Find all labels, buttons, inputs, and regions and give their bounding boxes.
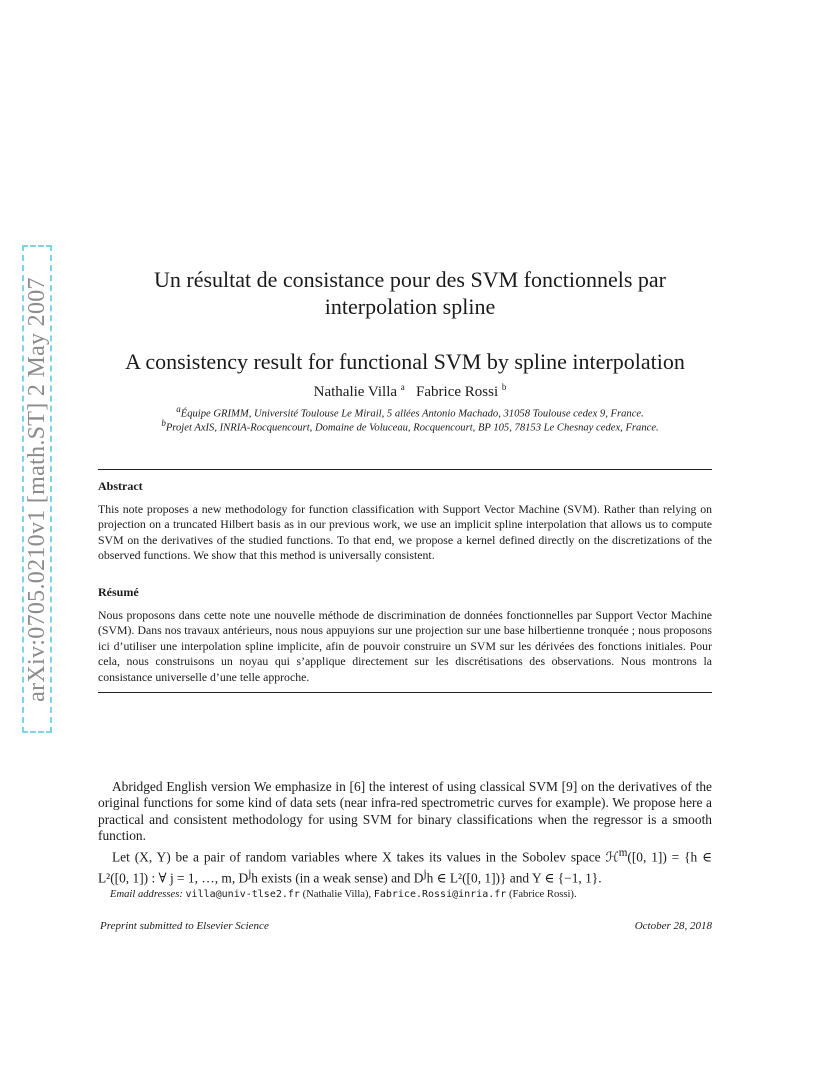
arxiv-stamp-text: arXiv:0705.0210v1 [math.ST] 2 May 2007	[23, 276, 50, 702]
title-french-line1: Un résultat de consistance pour des SVM fonctionnels par	[154, 267, 666, 292]
title-french	[110, 266, 710, 320]
body-paragraph-2-part-b: ([0, 1]) = {h ∈ L²([0, 1]) : ∀ j = 1, …, m, D	[98, 849, 712, 886]
derivative-order-sup-2: j	[423, 867, 427, 880]
page-date: October 28, 2018	[634, 920, 712, 932]
email-villa[interactable]: villa@univ-tlse2.fr	[185, 889, 300, 900]
author-rossi: Fabrice Rossi	[416, 384, 499, 400]
email-footnote	[110, 889, 577, 900]
derivative-order-sup-1: j	[248, 867, 252, 880]
email-label: Email addresses:	[110, 889, 183, 900]
resume-text: Nous proposons dans cette note une nouvelle méthode de discrimination de données fonctionnelles par Support Vector Machine (SVM). Dans nos travaux antérieurs, nous nous appuyions sur une projection sur une base hilbertienne tronquée ; nous proposons ici d’utiliser une interpolation spline implicite, afin de pouvoir construire un SVM sur les dérivées des fonctions initiales. Pour cela, nous construisons un noyau qui s’applique directement sur les discrétisations des observations. Nous montrons la consistance universelle d’une telle approche.	[98, 608, 712, 684]
abstract-text: This note proposes a new methodology for function classification with Support Vector Machine (SVM). Rather than relying on projection on a truncated Hilbert basis as in our previous work, we use an implicit spline interpolation that allows us to compute SVM on the derivatives of the studied functions. To that end, we propose a kernel defined directly on the discretizations of the observed functions. We show that this method is universally consistent.	[98, 502, 712, 563]
affiliation-b-mark: b	[161, 418, 166, 428]
preprint-note: Preprint submitted to Elsevier Science	[100, 920, 269, 932]
author-rossi-mark: b	[501, 382, 507, 392]
body-paragraph-2-part-d: h ∈ L²([0, 1])} and Y ∈ {−1, 1}.	[426, 870, 602, 886]
affiliation-b-text: Projet AxIS, INRIA-Rocquencourt, Domaine de Voluceau, Rocquencourt, BP 105, 78153 Le Chesnay cedex, France.	[165, 422, 659, 434]
author-list	[100, 382, 720, 401]
email-rossi[interactable]: Fabrice.Rossi@inria.fr	[373, 889, 507, 900]
resume-heading: Résumé	[98, 585, 139, 599]
sobolev-order-sup: m	[618, 847, 628, 859]
author-villa-mark: a	[400, 382, 405, 392]
affiliation-a-text: Équipe GRIMM, Université Toulouse Le Mirail, 5 allées Antonio Machado, 31058 Toulouse cedex 9, France.	[180, 408, 644, 420]
affiliation-b	[90, 418, 730, 434]
body-paragraph-2-part-c: h exists (in a weak sense) and D	[251, 870, 424, 886]
email-villa-name: (Nathalie Villa),	[302, 889, 372, 900]
email-rossi-name: (Fabrice Rossi).	[508, 889, 577, 900]
arxiv-stamp	[22, 245, 52, 733]
body-paragraph-2-part-a: Let (X, Y) be a pair of random variables where X takes its values in the Sobolev space ℋ	[112, 849, 619, 865]
author-villa: Nathalie Villa	[313, 384, 398, 400]
abstract-heading: Abstract	[98, 479, 143, 493]
body-paragraph-1: Abridged English version We emphasize in [6] the interest of using classical SVM [9] on the derivatives of the original functions for some kind of data sets (near infra-red spectrometric curves for example). We propose here a practical and consistent methodology for using SVM for binary classifications when the regressor is a smooth function.	[98, 779, 712, 843]
title-english: A consistency result for functional SVM by spline interpolation	[125, 349, 685, 374]
top-rule	[98, 469, 712, 470]
body-paragraph-2	[98, 845, 712, 887]
title-french-line2: interpolation spline	[324, 294, 496, 319]
bottom-rule	[98, 692, 712, 693]
affiliation-a-mark: a	[176, 404, 181, 414]
